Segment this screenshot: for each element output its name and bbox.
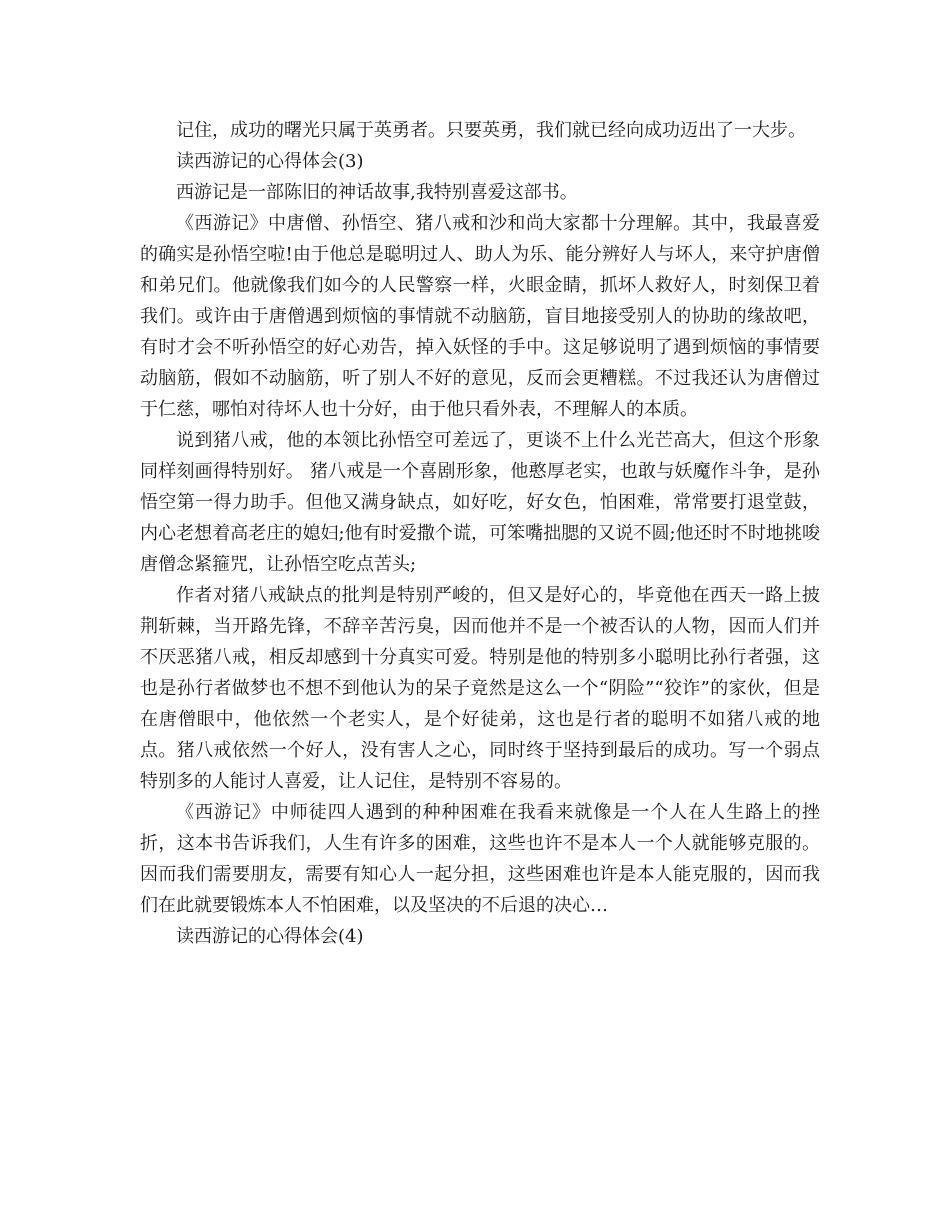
paragraph-conclusion: 记住，成功的曙光只属于英勇者。只要英勇，我们就已经向成功迈出了一大步。	[176, 120, 806, 141]
section-heading-3: 读西游记的心得体会(3)	[176, 151, 364, 172]
paragraph-life-lesson: 《西游记》中师徒四人遇到的种种困难在我看来就像是一个人在人生路上的挫折，这本书告诉我们，人生有许多的困难，这些也许不是本人一个人就能够克服的。因而我们需要朋友，需要有知心人一起分担，这些困难也许是本人能克服的，因而我们在此就要锻炼本人不怕困难，以及坚决的不后退的决心…	[140, 802, 820, 916]
document-body	[140, 115, 820, 952]
paragraph-sun-wukong: 《西游记》中唐僧、孙悟空、猪八戒和沙和尚大家都十分理解。其中，我最喜爱的确实是孙悟空啦!由于他总是聪明过人、助人为乐、能分辨好人与坏人，来守护唐僧和弟兄们。他就像我们如今的人民警察一样，火眼金睛，抓坏人救好人，时刻保卫着我们。或许由于唐僧遇到烦恼的事情就不动脑筋，盲目地接受别人的协助的缘故吧，有时才会不听孙悟空的好心劝告，掉入妖怪的手中。这足够说明了遇到烦恼的事情要动脑筋，假如不动脑筋，听了别人不好的意见，反而会更糟糕。不过我还认为唐僧过于仁慈，哪怕对待坏人也十分好，由于他只看外表，不理解人的本质。	[140, 213, 820, 420]
paragraph-author-critique: 作者对猪八戒缺点的批判是特别严峻的，但又是好心的，毕竟他在西天一路上披荆斩棘，当开路先锋，不辞辛苦污臭，因而他并不是一个被否认的人物，因而人们并不厌恶猪八戒，相反却感到十分真实可爱。特别是他的特别多小聪明比孙行者强，这也是孙行者做梦也不想不到他认为的呆子竟然是这么一个“阴险”“狡诈”的家伙，但是在唐僧眼中，他依然一个老实人，是个好徒弟，这也是行者的聪明不如猪八戒的地点。猪八戒依然一个好人，没有害人之心，同时终于坚持到最后的成功。写一个弱点特别多的人能讨人喜爱，让人记住，是特别不容易的。	[140, 585, 820, 792]
paragraph-intro: 西游记是一部陈旧的神话故事,我特别喜爱这部书。	[176, 182, 578, 203]
section-heading-4: 读西游记的心得体会(4)	[176, 926, 364, 947]
paragraph-zhu-bajie: 说到猪八戒，他的本领比孙悟空可差远了，更谈不上什么光芒高大，但这个形象同样刻画得特别好。 猪八戒是一个喜剧形象，他憨厚老实，也敢与妖魔作斗争，是孙悟空第一得力助手。但他又满身缺点，如好吃，好女色，怕困难，常常要打退堂鼓，内心老想着高老庄的媳妇;他有时爱撒个谎，可笨嘴拙腮的又说不圆;他还时不时地挑唆唐僧念紧箍咒，让孙悟空吃点苦头;	[140, 430, 820, 575]
